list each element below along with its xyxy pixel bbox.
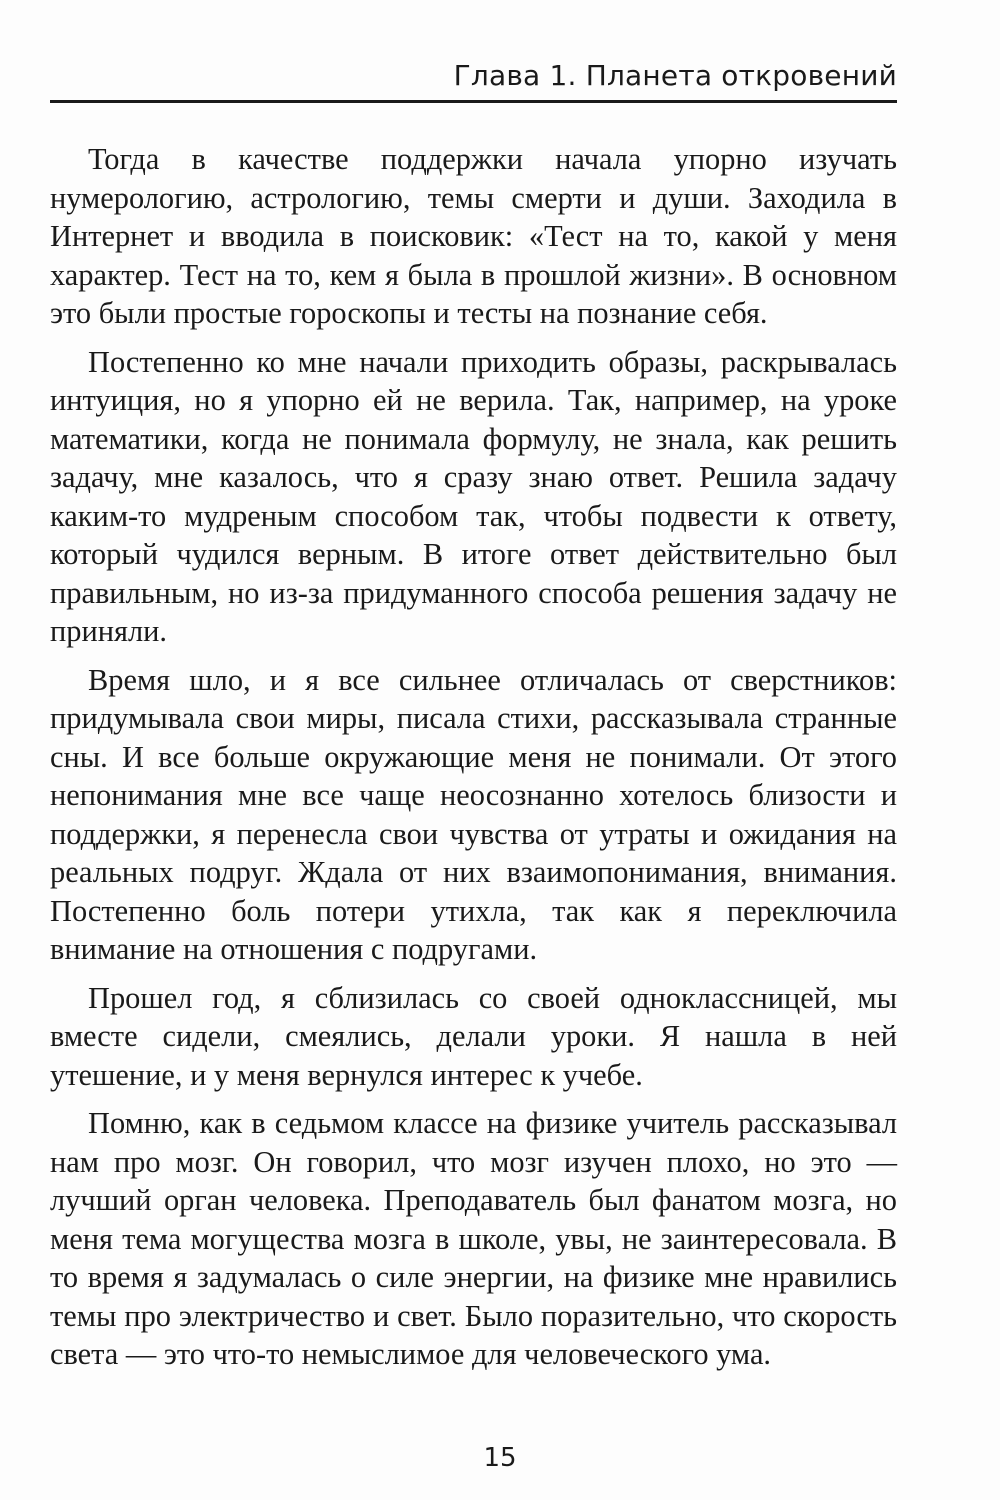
paragraph: Время шло, и я все сильнее отличалась от сверстников: придумывала свои миры, писала стихи, рассказывала странные сны. И все больше окружающие меня не понимали. От этого непонимания мне все чаще неосознанно хотелось близости и поддержки, я перенесла свои чувства от утраты и ожидания на реальных подруг. Ждала от них взаимопонимания, внимания. Постепенно боль потери утихла, так как я переключила внимание на отношения с подругами. (50, 662, 897, 966)
paragraph: Помню, как в седьмом классе на физике учитель рассказывал нам про мозг. Он говорил, что мозг изучен плохо, но это — лучший орган человека. Преподаватель был фанатом мозга, но меня тема могущества мозга в школе, увы, не заинтересовала. В то время я задумалась о силе энергии, на физике мне нравились темы про электричество и свет. Было поразительно, что скорость света — это что-то немыслимое для человеческого ума. (50, 1106, 897, 1371)
body-text (50, 140, 897, 1384)
running-head (50, 52, 897, 103)
chapter-title: Глава 1. Планета откровений (453, 59, 897, 92)
paragraph: Постепенно ко мне начали приходить образы, раскрывалась интуиция, но я упорно ей не верила. Так, например, на уроке математики, когда не понимала формулу, не знала, как решить задачу, мне казалось, что я сразу знаю ответ. Решила задачу каким-то мудреным способом так, чтобы подвести к ответу, который чудился верным. В итоге ответ действительно был правильным, но из-за придуманного способа решения задачу не приняли. (50, 344, 897, 648)
paragraph: Тогда в качестве поддержки начала упорно изучать нумерологию, астрологию, темы смерти и души. Заходила в Интернет и вводила в поисковик: «Тест на то, какой у меня характер. Тест на то, кем я была в прошлой жизни». В основном это были простые гороскопы и тесты на познание себя. (50, 142, 897, 330)
page-number: 15 (483, 1443, 517, 1473)
paragraph: Прошел год, я сблизилась со своей одноклассницей, мы вместе сидели, смеялись, делали уроки. Я нашла в ней утешение, и у меня вернулся интерес к учебе. (50, 980, 897, 1092)
